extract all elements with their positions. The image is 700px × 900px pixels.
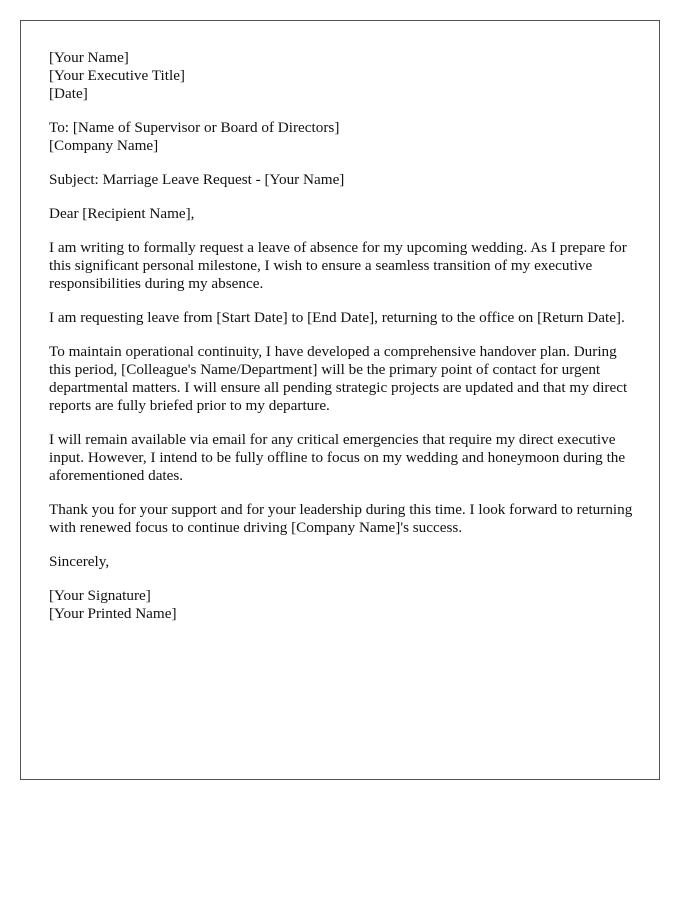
paragraph-handover: To maintain operational continuity, I have developed a comprehensive handover plan. During this period, [Colleague's Name/Department] will be the primary point of contact for urgent departmental matters. I will ensure all pending strategic projects are updated and that my direct reports are fully briefed prior to my departure. [49, 343, 628, 414]
recipient-block [49, 119, 641, 155]
paragraph-thanks: Thank you for your support and for your leadership during this time. I look forward to returning with renewed focus to continue driving [Company Name]'s success. [49, 501, 633, 536]
signature-line: [Your Signature] [49, 587, 151, 604]
recipient-to: To: [Name of Supervisor or Board of Directors] [49, 119, 340, 136]
letter-page [20, 20, 660, 780]
paragraph-intro: I am writing to formally request a leave of absence for my upcoming wedding. As I prepare for this significant personal milestone, I wish to ensure a seamless transition of my executive responsibilities during my absence. [49, 239, 627, 292]
sender-block [49, 49, 641, 103]
paragraph-availability: I will remain available via email for any critical emergencies that require my direct executive input. However, I intend to be fully offline to focus on my wedding and honeymoon during the aforementioned dates. [49, 431, 626, 484]
letter-date: [Date] [49, 85, 88, 102]
recipient-company: [Company Name] [49, 137, 159, 154]
paragraph-dates: I am requesting leave from [Start Date] to [End Date], returning to the office on [Return Date]. [49, 309, 625, 326]
sender-title: [Your Executive Title] [49, 67, 185, 84]
subject-text: Subject: Marriage Leave Request - [Your Name] [49, 171, 345, 188]
printed-name: [Your Printed Name] [49, 605, 177, 622]
salutation-text: Dear [Recipient Name], [49, 205, 195, 222]
salutation [49, 205, 641, 223]
sender-name: [Your Name] [49, 49, 129, 66]
closing [49, 553, 641, 571]
closing-text: Sincerely, [49, 553, 110, 570]
letter-body [49, 49, 641, 639]
subject-line [49, 171, 641, 189]
signature-block [49, 587, 641, 623]
